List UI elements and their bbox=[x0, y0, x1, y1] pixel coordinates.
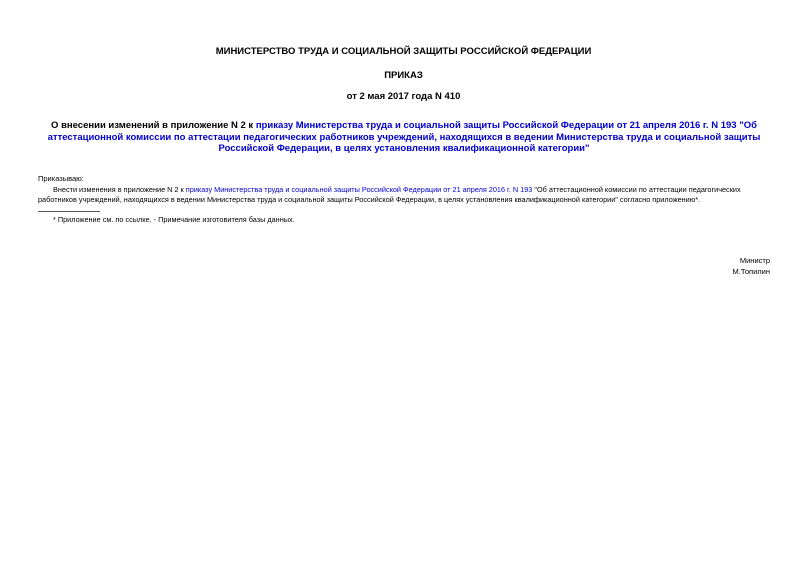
order-label: Приказываю: bbox=[38, 174, 84, 183]
title-order-link[interactable]: приказу Министерства труда и социальной защиты Российской Федерации от 21 апреля 2016 г. N 193 "Об аттестационной комиссии по аттестации педагогических работников учреждений, находящихся в ведении Министерства труда и социальной защиты Российской Федерации, в целях установления квалификационной категории" bbox=[47, 120, 761, 154]
paragraph-order-link[interactable]: приказу Министерства труда и социальной защиты Российской Федерации от 21 апреля 2016 г. N 193 bbox=[185, 185, 533, 194]
footnote: * Приложение см. по ссылке. - Примечание изготовителя базы данных. bbox=[53, 215, 295, 224]
ministry-name: МИНИСТЕРСТВО ТРУДА И СОЦИАЛЬНОЙ ЗАЩИТЫ РОССИЙСКОЙ ФЕДЕРАЦИИ bbox=[215, 46, 592, 57]
footnote-divider bbox=[38, 211, 100, 212]
document-date: от 2 мая 2017 года N 410 bbox=[346, 91, 461, 102]
document-title bbox=[36, 120, 772, 155]
title-prefix: О внесении изменений в приложение N 2 к bbox=[51, 120, 256, 131]
signatory-position: Министр bbox=[739, 256, 770, 265]
signatory-name: М.Топилин bbox=[732, 267, 770, 276]
paragraph-suffix: "Об аттестационной комиссии по аттестации педагогических работников учреждений, находящихся в ведении Министерства труда и социальной защиты Российской Федерации, в целях установления квалификационной категории" согласно приложению*. bbox=[38, 185, 741, 204]
order-paragraph bbox=[38, 185, 778, 205]
paragraph-prefix: Внести изменения в приложение N 2 к bbox=[53, 185, 186, 194]
document-type: ПРИКАЗ bbox=[384, 70, 423, 81]
